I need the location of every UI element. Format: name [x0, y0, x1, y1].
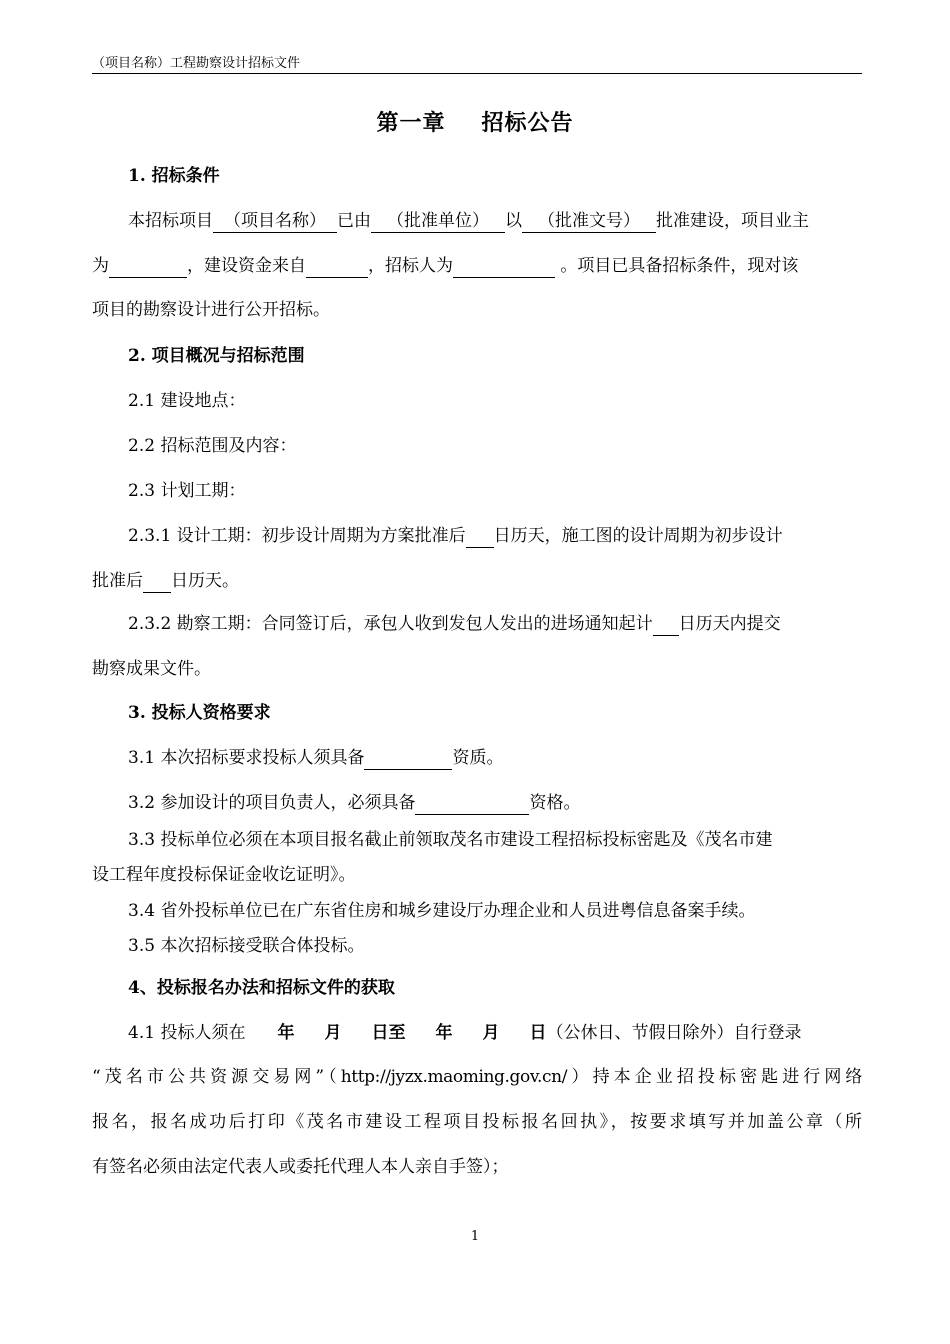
owner-blank — [109, 257, 187, 278]
text: 资质。 — [452, 748, 504, 768]
approval-number-field: （批准文号） — [522, 212, 656, 233]
running-header: （项目名称）工程勘察设计招标文件 — [92, 52, 862, 74]
text: 已由 — [337, 211, 371, 231]
section-4-heading: 4、投标报名办法和招标文件的获取 — [128, 978, 395, 998]
end-month: 月 — [482, 1023, 500, 1043]
s2-item-2-3-1-cont — [92, 566, 862, 593]
text: 以 — [505, 211, 522, 231]
end-year: 年 — [435, 1023, 453, 1043]
s2-item-2-1: 2.1 建设地点： — [128, 391, 246, 411]
section-1-heading: 1. 招标条件 — [128, 166, 220, 186]
text: 3.2 参加设计的项目负责人，必须具备 — [128, 793, 416, 813]
s1-para-line-2 — [92, 251, 862, 278]
approval-unit-field: （批准单位） — [371, 212, 505, 233]
section-3-heading: 3. 投标人资格要求 — [128, 703, 271, 723]
chapter-number: 第一章 — [376, 110, 446, 136]
section-2-heading: 2. 项目概况与招标范围 — [128, 346, 305, 366]
s3-item-3-3-cont: 设工程年度投标保证金收讫证明》。 — [92, 865, 356, 885]
survey-days-blank — [653, 615, 679, 636]
text: 为 — [92, 256, 109, 276]
page-number: 1 — [470, 1229, 480, 1244]
text: ，建设资金来自 — [187, 256, 306, 276]
s3-item-3-1 — [128, 743, 862, 770]
text: 本招标项目 — [128, 211, 213, 231]
text: 。项目已具备招标条件，现对该 — [555, 256, 799, 276]
s3-item-3-5: 3.5 本次招标接受联合体投标。 — [128, 936, 365, 956]
s2-item-2-3: 2.3 计划工期： — [128, 481, 246, 501]
text: ，招标人为 — [368, 256, 453, 276]
s4-item-4-1-line-4: 有签名必须由法定代表人或委托代理人本人亲自手签）； — [92, 1157, 509, 1177]
chapter-name: 招标公告 — [481, 110, 574, 136]
chapter-title — [0, 106, 950, 137]
s2-item-2-2: 2.2 招标范围及内容： — [128, 436, 297, 456]
fund-source-blank — [306, 257, 368, 278]
s4-item-4-1-line-2: “茂名市公共资源交易网”（http://jyzx.maoming.gov.cn/）持本企业招投标密匙进行网络 — [92, 1067, 862, 1087]
s3-item-3-2 — [128, 788, 862, 815]
text: （公休日、节假日除外）自行登录 — [546, 1023, 802, 1043]
text: 3.1 本次招标要求投标人须具备 — [128, 748, 365, 768]
manager-qualification-blank — [415, 794, 529, 815]
text: 批准后 — [92, 571, 143, 591]
s2-item-2-3-1 — [128, 521, 862, 548]
construction-drawing-days-blank — [143, 572, 171, 593]
s1-para-line-3: 项目的勘察设计进行公开招标。 — [92, 300, 330, 320]
text: 资格。 — [529, 793, 581, 813]
design-days-blank — [466, 527, 494, 548]
s3-item-3-3: 3.3 投标单位必须在本项目报名截止前领取茂名市建设工程招标投标密匙及《茂名市建 — [128, 830, 773, 850]
text: 批准建设，项目业主 — [656, 211, 809, 231]
text: 4.1 投标人须在 — [128, 1023, 246, 1043]
s2-item-2-3-2 — [128, 609, 862, 636]
end-day: 日 — [529, 1023, 547, 1043]
project-name-field: （项目名称） — [213, 212, 337, 233]
s1-para-line-1 — [128, 206, 862, 233]
tenderer-blank — [453, 257, 555, 278]
text: 日历天。 — [171, 571, 239, 591]
s4-item-4-1-line-3: 报名，报名成功后打印《茂名市建设工程项目投标报名回执》，按要求填写并加盖公章（所 — [92, 1112, 862, 1132]
start-month: 月 — [324, 1023, 342, 1043]
start-day-to: 日至 — [371, 1023, 406, 1043]
s2-item-2-3-2-cont: 勘察成果文件。 — [92, 659, 211, 679]
s3-item-3-4: 3.4 省外投标单位已在广东省住房和城乡建设厅办理企业和人员进粤信息备案手续。 — [128, 901, 756, 921]
s4-item-4-1 — [128, 1018, 862, 1043]
qualification-blank — [364, 749, 452, 770]
text: 日历天内提交 — [678, 614, 781, 634]
text: 2.3.1 设计工期：初步设计周期为方案批准后 — [128, 526, 466, 546]
text: 日历天，施工图的设计周期为初步设计 — [493, 526, 783, 546]
text: 2.3.2 勘察工期：合同签订后，承包人收到发包人发出的进场通知起计 — [128, 614, 653, 634]
start-year: 年 — [277, 1023, 295, 1043]
